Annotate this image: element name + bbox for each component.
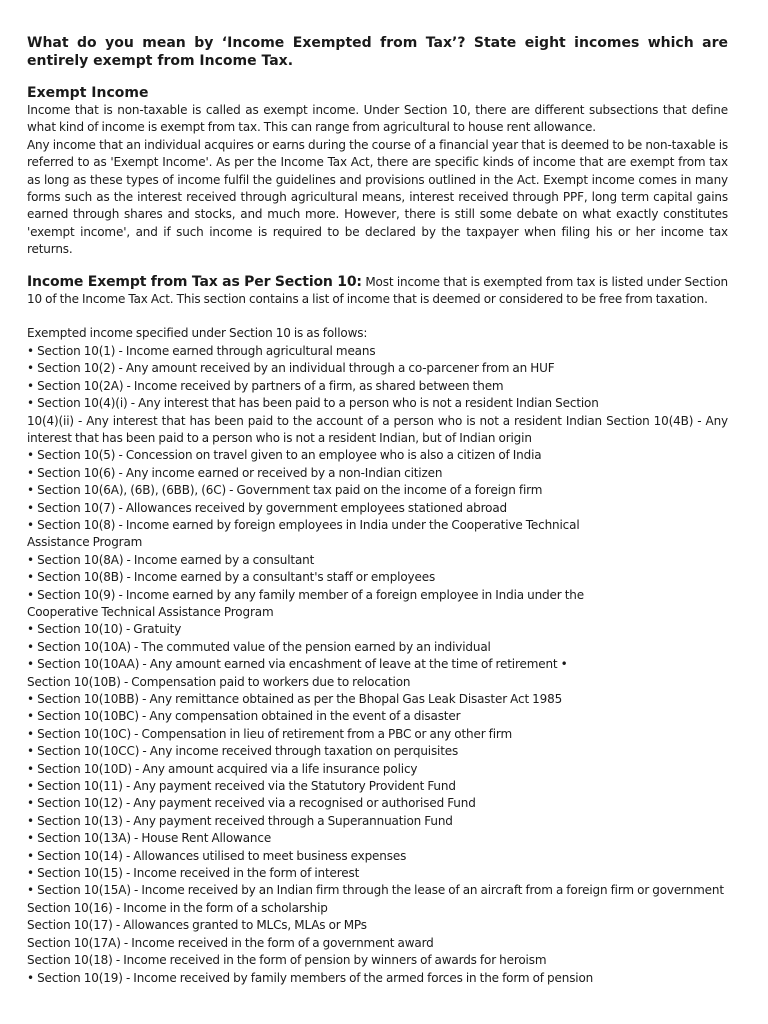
list-item: • Section 10(7) - Allowances received by government employees stationed abroad	[27, 500, 508, 515]
list-item: • Section 10(2A) - Income received by partners of a firm, as shared between them	[27, 378, 504, 393]
exempt-income-heading: Exempt Income	[27, 85, 149, 101]
list-intro: Exempted income specified under Section 10 is as follows:	[27, 326, 368, 341]
list-item: Section 10(10B) - Compensation paid to workers due to relocation	[27, 674, 411, 689]
list-item: Section 10(18) - Income received in the form of pension by winners of awards for heroism	[27, 953, 547, 968]
list-item: • Section 10(10BB) - Any remittance obtained as per the Bhopal Gas Leak Disaster Act 1985	[27, 692, 563, 706]
list-item: • Section 10(19) - Income received by family members of the armed forces in the form of pension	[27, 970, 594, 985]
list-item: • Section 10(9) - Income earned by any family member of a foreign employee in India under the	[27, 587, 584, 602]
list-item: • Section 10(10BC) - Any compensation obtained in the event of a disaster	[27, 709, 461, 724]
list-item: • Section 10(14) - Allowances utilised to meet business expenses	[27, 848, 407, 863]
list-item: • Section 10(10AA) - Any amount earned via encashment of leave at the time of retirement •	[27, 657, 568, 672]
list-item: • Section 10(13A) - House Rent Allowance	[27, 831, 272, 846]
list-item: Cooperative Technical Assistance Program	[27, 604, 274, 619]
list-item: • Section 10(10) - Gratuity	[27, 622, 182, 637]
list-item: • Section 10(5) - Concession on travel given to an employee who is also a citizen of India	[27, 448, 542, 463]
list-item: • Section 10(4)(i) - Any interest that has been paid to a person who is not a resident Indian Section	[27, 396, 599, 411]
exempt-income-paragraph-2: Any income that an individual acquires or earns during the course of a financial year that is deemed to be non-taxable is referred to as 'Exempt Income'. As per the Income Tax Act, there are specific kinds of income that are exempt from tax as long as these types of income fulfil the guidelines and provisions outlined in the Act. Exempt income comes in many forms such as the interest received through agricultural means, interest received through PPF, long term capital gains earned through shares and stocks, and much more. However, there is still some debate on what exactly constitutes 'exempt income', and if such income is required to be declared by the taxpayer when filing his or her income tax returns.	[27, 137, 728, 257]
list-item: • Section 10(13) - Any payment received through a Superannuation Fund	[27, 813, 453, 828]
list-item: • Section 10(10D) - Any amount acquired via a life insurance policy	[27, 761, 418, 776]
question-heading: What do you mean by ‘Income Exempted from Tax’? State eight incomes which are entirely exempt from Income Tax.	[27, 35, 728, 69]
list-item: • Section 10(8B) - Income earned by a consultant's staff or employees	[27, 570, 436, 585]
list-item: • Section 10(8A) - Income earned by a consultant	[27, 552, 315, 567]
list-item: • Section 10(10C) - Compensation in lieu of retirement from a PBC or any other firm	[27, 726, 513, 741]
list-item: 10(4)(ii) - Any interest that has been paid to the account of a person who is not a resident Indian Section 10(4B) - Any interest that has been paid to a person who is not a resident Indian, but of Indian origin	[27, 413, 728, 445]
list-item: Section 10(17A) - Income received in the form of a government award	[27, 935, 434, 950]
list-item: • Section 10(6) - Any income earned or received by a non-Indian citizen	[27, 465, 443, 480]
list-item: Section 10(17) - Allowances granted to MLCs, MLAs or MPs	[27, 918, 367, 933]
list-item: Section 10(16) - Income in the form of a scholarship	[27, 900, 328, 915]
document-page	[27, 34, 728, 987]
list-item: • Section 10(1) - Income earned through agricultural means	[27, 343, 376, 358]
list-item: • Section 10(10CC) - Any income received through taxation on perquisites	[27, 744, 459, 759]
section-10-text: Most income that is exempted from tax is listed under Section 10 of the Income Tax Act. This section contains a list of income that is deemed or considered to be free from taxation.	[27, 274, 728, 307]
list-item: • Section 10(2) - Any amount received by an individual through a co-parcener from an HUF	[27, 361, 555, 376]
list-item: • Section 10(11) - Any payment received via the Statutory Provident Fund	[27, 779, 456, 794]
exempt-income-paragraph-1: Income that is non-taxable is called as exempt income. Under Section 10, there are different subsections that define what kind of income is exempt from tax. This can range from agricultural to house rent allowance.	[27, 103, 728, 135]
section-10-heading: Income Exempt from Tax as Per Section 10:	[27, 273, 362, 290]
list-item: • Section 10(8) - Income earned by foreign employees in India under the Cooperative Technical	[27, 517, 580, 532]
list-item: Assistance Program	[27, 535, 143, 550]
section-10-paragraph	[27, 274, 728, 309]
list-item: • Section 10(15) - Income received in the form of interest	[27, 866, 360, 881]
list-item: • Section 10(15A) - Income received by an Indian firm through the lease of an aircraft from a foreign firm or government	[27, 883, 724, 898]
list-item: • Section 10(6A), (6B), (6BB), (6C) - Government tax paid on the income of a foreign firm	[27, 483, 543, 498]
list-item: • Section 10(12) - Any payment received via a recognised or authorised Fund	[27, 796, 476, 811]
exempt-income-list	[27, 325, 728, 986]
list-item: • Section 10(10A) - The commuted value of the pension earned by an individual	[27, 639, 491, 654]
